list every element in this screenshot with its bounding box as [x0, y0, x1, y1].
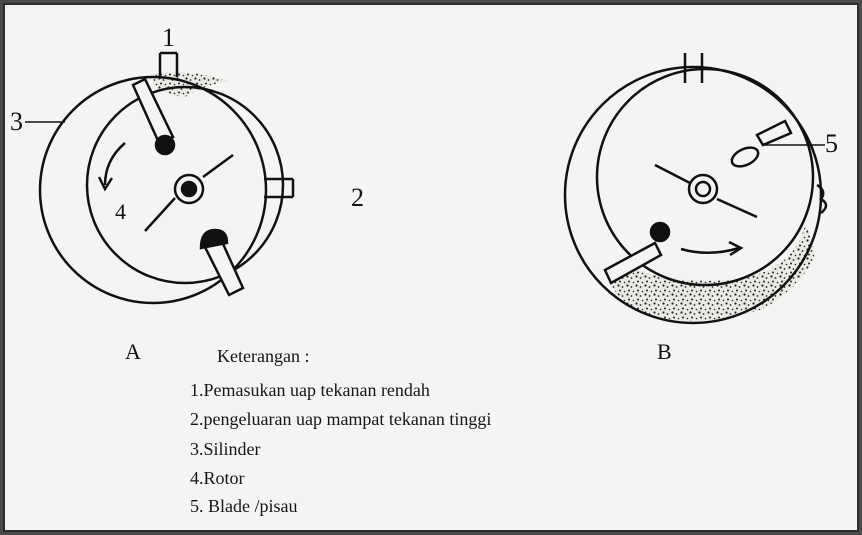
- label-2: 2: [351, 183, 364, 212]
- diagram-frame: [3, 3, 859, 532]
- figure-a-label: A: [125, 339, 141, 364]
- compressor-diagram: [5, 5, 857, 530]
- blade-b-upper: [757, 121, 791, 145]
- compressed-gas-region: [608, 225, 815, 321]
- figure-a: [25, 53, 293, 303]
- legend-item-2: 2.pengeluaran uap mampat tekanan tinggi: [190, 409, 492, 429]
- shaft-a-inner: [182, 182, 196, 196]
- label-4: 4: [115, 199, 126, 224]
- label-1: 1: [162, 23, 175, 52]
- figure-b: [565, 53, 826, 323]
- blade-b-lower-pivot: [651, 223, 669, 241]
- outlet-pipe: [264, 179, 293, 197]
- legend-item-3: 3.Silinder: [190, 439, 261, 459]
- label-3: 3: [10, 107, 23, 136]
- blade-a-upper-pivot: [156, 136, 174, 154]
- figure-b-label: B: [657, 339, 672, 364]
- shaft-b-inner: [696, 182, 710, 196]
- legend-item-1: 1.Pemasukan uap tekanan rendah: [190, 380, 430, 400]
- legend-item-4: 4.Rotor: [190, 468, 245, 488]
- rotation-arrow-a: [105, 143, 125, 185]
- label-5: 5: [825, 129, 838, 158]
- legend-item-5: 5. Blade /pisau: [190, 496, 298, 516]
- legend-title: Keterangan :: [217, 346, 310, 366]
- rotation-arrow-b: [681, 248, 739, 253]
- blade-b-upper-tip: [729, 144, 761, 170]
